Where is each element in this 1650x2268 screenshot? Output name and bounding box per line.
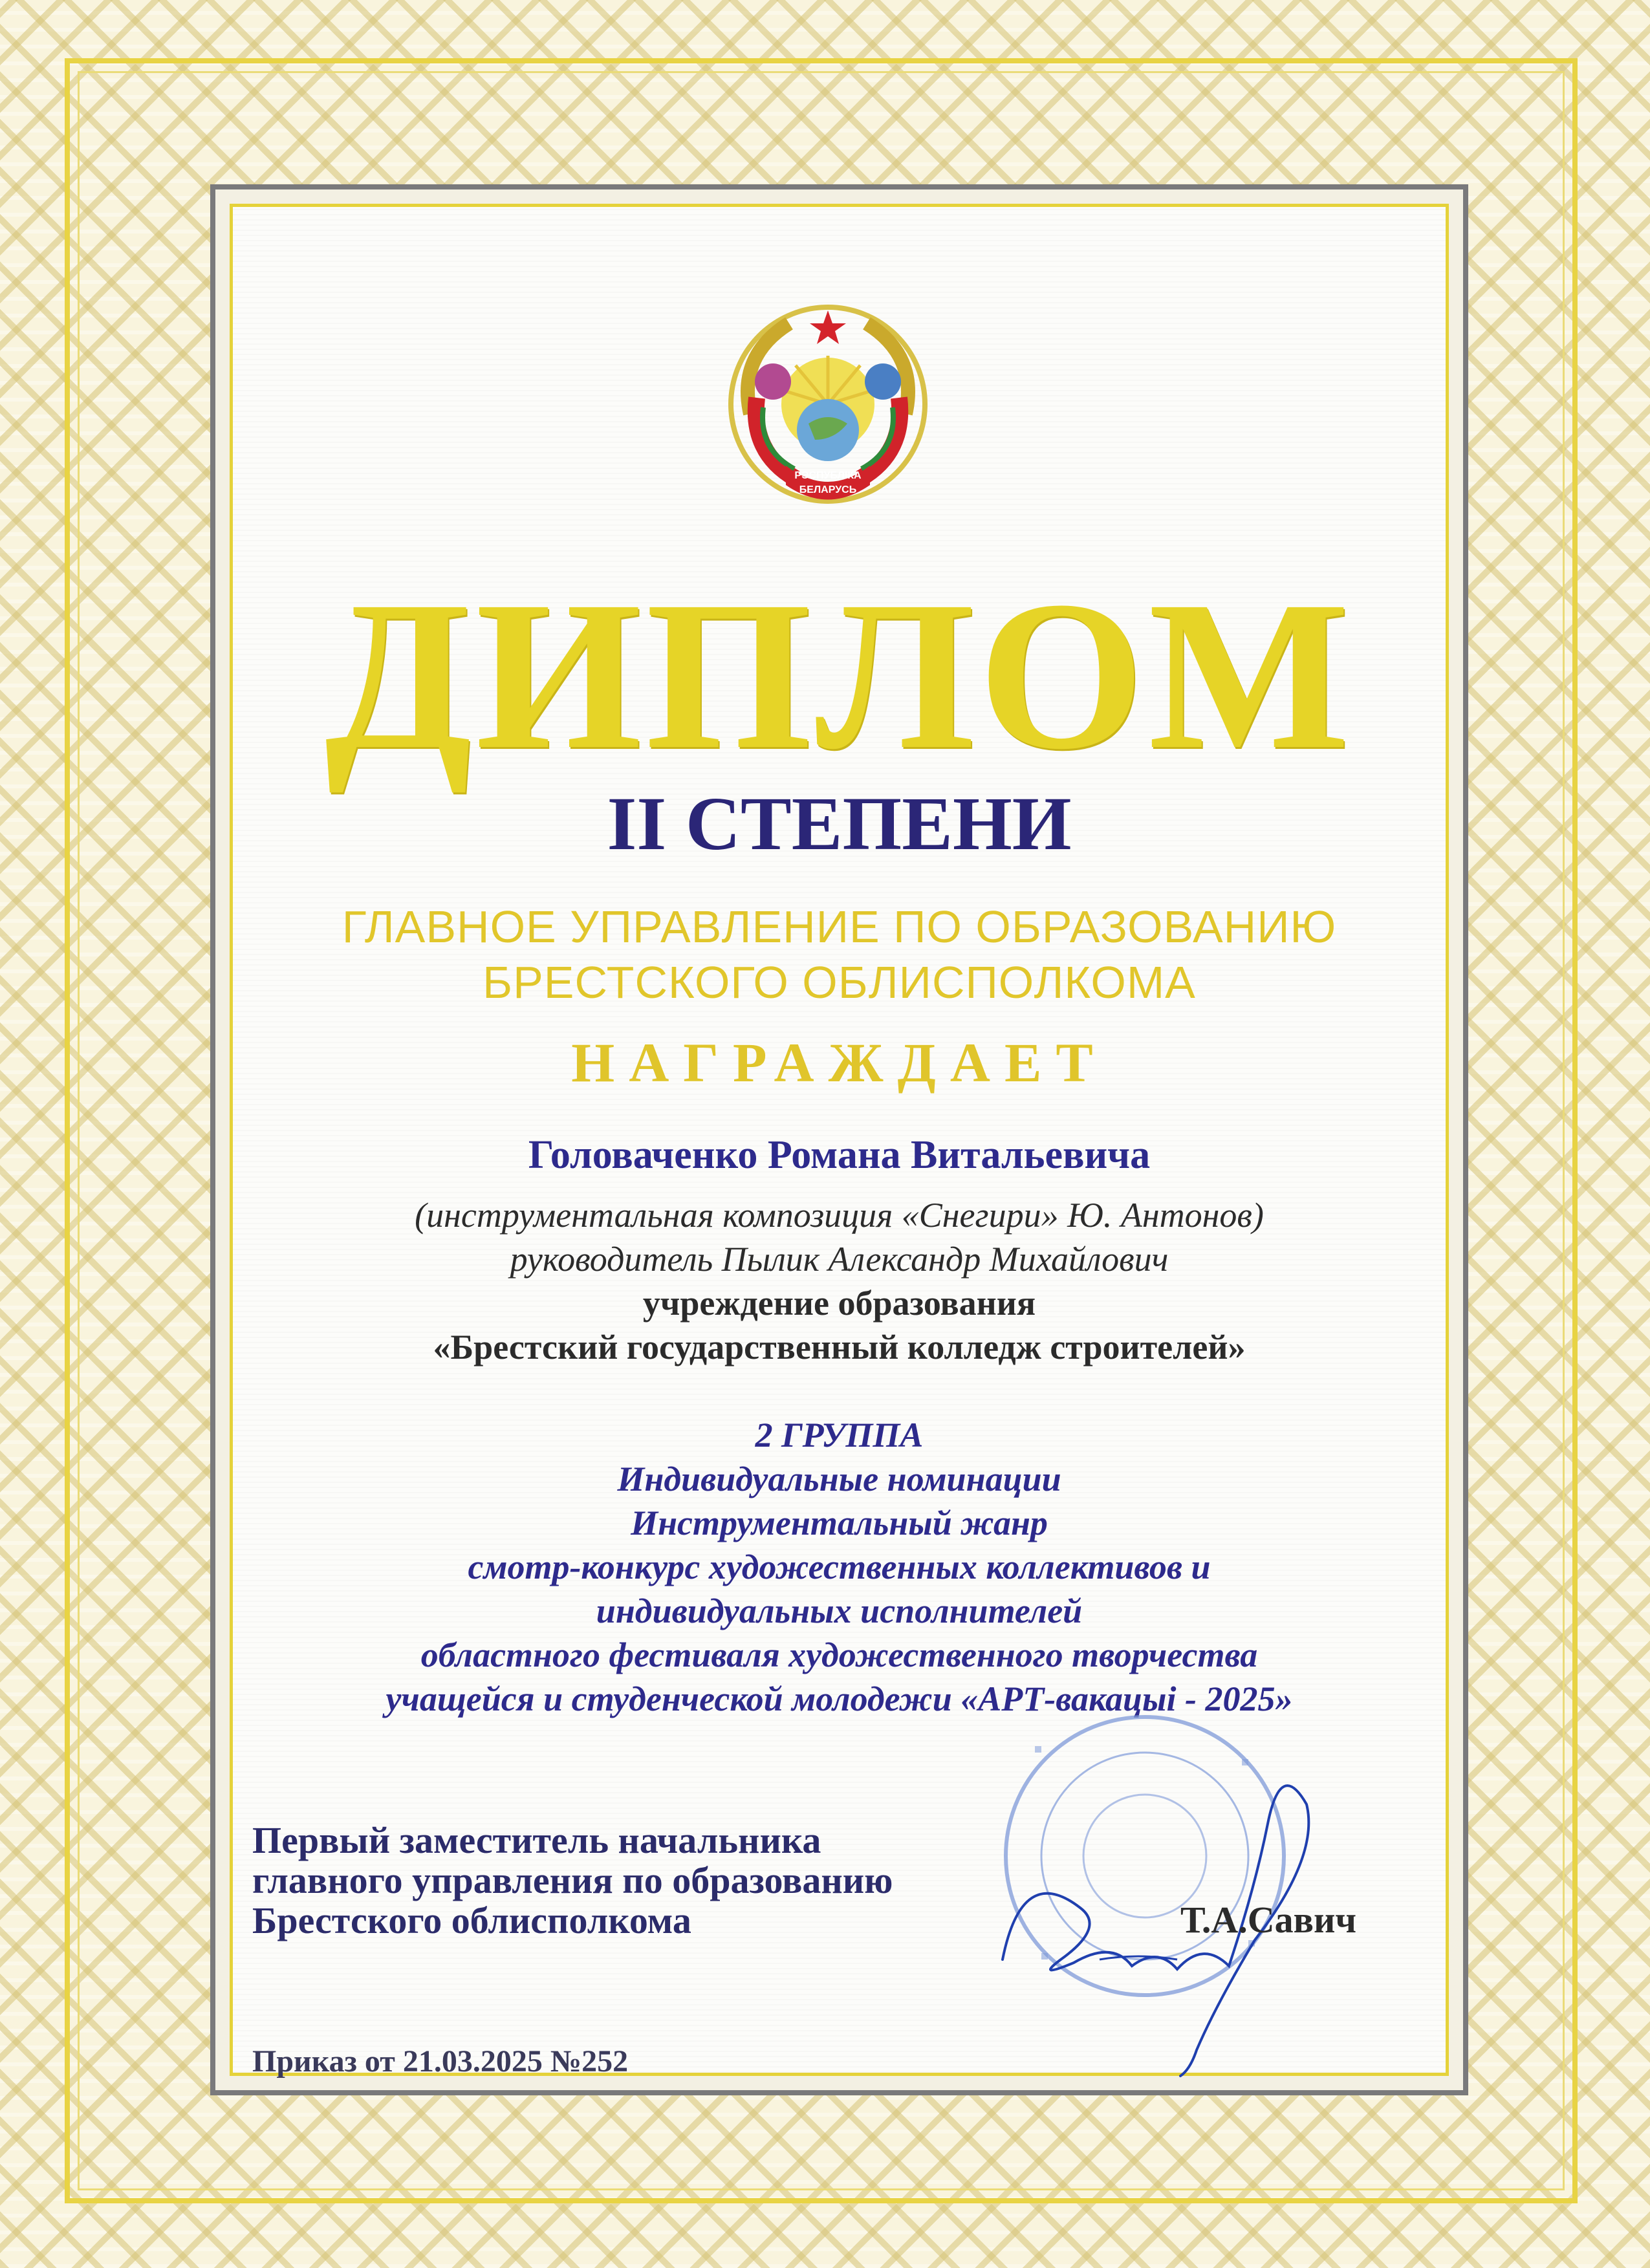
signer-title [252,1820,1028,1941]
awards-heading: НАГРАЖДАЕТ [571,1031,1107,1094]
group-line: 2 ГРУППА [755,1416,924,1454]
signer-name: Т.А.Савич [1180,1899,1357,1941]
contest-line-3: областного фестиваля художественного творчества [420,1636,1258,1674]
composition-line: (инструментальная композиция «Снегири» Ю. Антонов) [415,1196,1264,1235]
genre-line: Инструментальный жанр [631,1504,1048,1542]
organization-line-2: БРЕСТСКОГО ОБЛИСПОЛКОМА [483,957,1196,1008]
institution-name: «Брестский государственный колледж строителей» [433,1328,1246,1366]
recipient-name: Головаченко Романа Витальевича [528,1133,1151,1177]
order-reference: Приказ от 21.03.2025 №252 [252,2044,629,2079]
organization-line-1: ГЛАВНОЕ УПРАВЛЕНИЕ ПО ОБРАЗОВАНИЮ [342,902,1337,952]
emblem-ribbon-bottom: БЕЛАРУСЬ [799,484,857,495]
signer-line-2: главного управления по образованию [252,1859,893,1901]
diploma-title: ДИПЛОМ [325,557,1354,794]
diploma-degree: II СТЕПЕНИ [607,781,1072,866]
contest-line-1: смотр-конкурс художественных коллективов и [468,1548,1211,1586]
state-emblem-icon [711,285,944,517]
signer-line-3: Брестского облисполкома [252,1899,691,1941]
emblem-ribbon-top: РЭСПУБЛІКА [794,470,862,481]
award-details [230,1193,1449,1721]
supervisor-line: руководитель Пылик Александр Михайлович [510,1240,1169,1279]
contest-line-2: индивидуальных исполнителей [596,1592,1083,1630]
contest-line-4: учащейся и студенческой молодежи «АРТ-вакацыі - 2025» [385,1679,1293,1718]
spacer [230,1369,1449,1413]
signer-line-1: Первый заместитель начальника [252,1819,821,1861]
institution-type: учреждение образования [642,1284,1036,1323]
issuing-organization [230,899,1449,1010]
nomination-line: Индивидуальные номинации [617,1460,1061,1498]
